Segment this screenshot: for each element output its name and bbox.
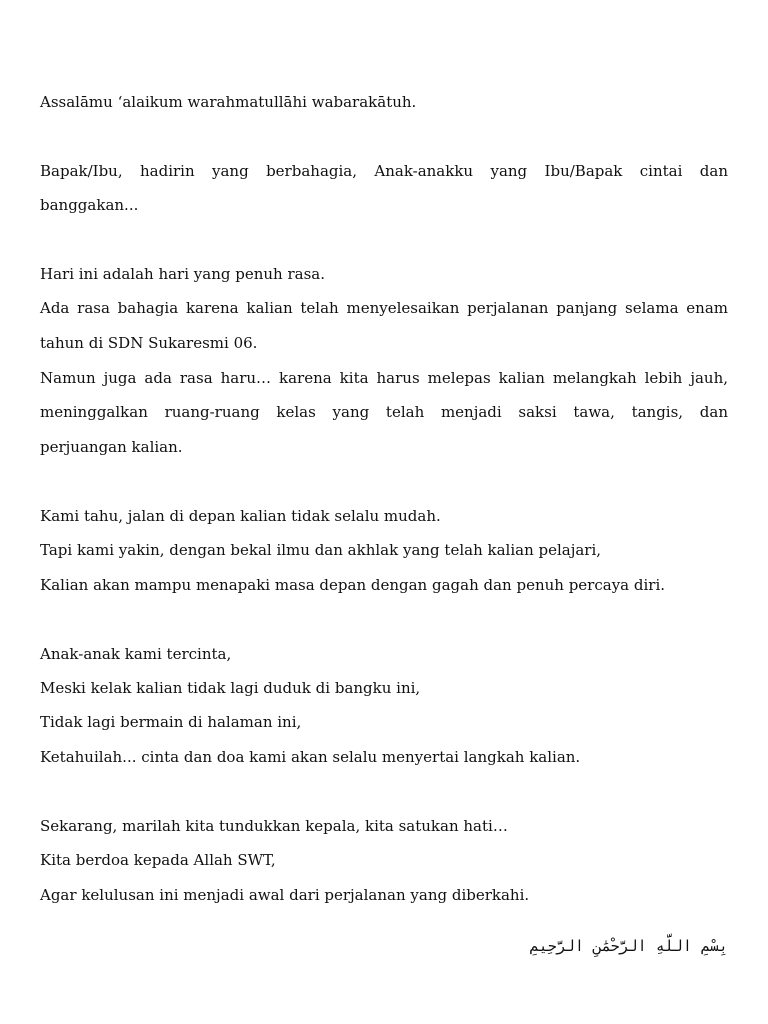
address-line-1: Bapak/Ibu, hadirin yang berbahagia, Anak-anakku yang Ibu/Bapak cintai dan [40,162,728,180]
greeting: Assalāmu ‘alaikum warahmatullāhi wabarakātuh. [40,93,417,111]
address-line-2: banggakan... [40,196,139,214]
paragraph1-line-3: tahun di SDN Sukaresmi 06. [40,334,258,352]
paragraph2-line-1: Kami tahu, jalan di depan kalian tidak selalu mudah. [40,507,441,525]
paragraph2-line-3: Kalian akan mampu menapaki masa depan dengan gagah dan penuh percaya diri. [40,576,666,594]
paragraph2-line-2: Tapi kami yakin, dengan bekal ilmu dan akhlak yang telah kalian pelajari, [40,541,602,559]
paragraph4-line-1: Sekarang, marilah kita tundukkan kepala, kita satukan hati… [40,817,508,835]
paragraph1-line-4: Namun juga ada rasa haru… karena kita harus melepas kalian melangkah lebih jauh, [40,369,728,387]
paragraph1-line-6: perjuangan kalian. [40,438,183,456]
paragraph4-line-2: Kita berdoa kepada Allah SWT, [40,851,276,869]
paragraph1-line-5: meninggalkan ruang-ruang kelas yang telah menjadi saksi tawa, tangis, dan [40,403,728,421]
paragraph3-line-1: Anak-anak kami tercinta, [40,645,232,663]
paragraph1-line-2: Ada rasa bahagia karena kalian telah menyelesaikan perjalanan panjang selama enam [40,299,728,317]
paragraph4-line-3: Agar kelulusan ini menjadi awal dari perjalanan yang diberkahi. [40,886,530,904]
paragraph3-line-2: Meski kelak kalian tidak lagi duduk di bangku ini, [40,679,421,697]
paragraph1-line-1: Hari ini adalah hari yang penuh rasa. [40,265,325,283]
closing-arabic-text: بِسْمِ اللَّهِ الرَّحْمَٰنِ الرَّحِيمِ [529,937,728,955]
paragraph3-line-4: Ketahuilah... cinta dan doa kami akan selalu menyertai langkah kalian. [40,748,581,766]
paragraph3-line-3: Tidak lagi bermain di halaman ini, [40,713,302,731]
